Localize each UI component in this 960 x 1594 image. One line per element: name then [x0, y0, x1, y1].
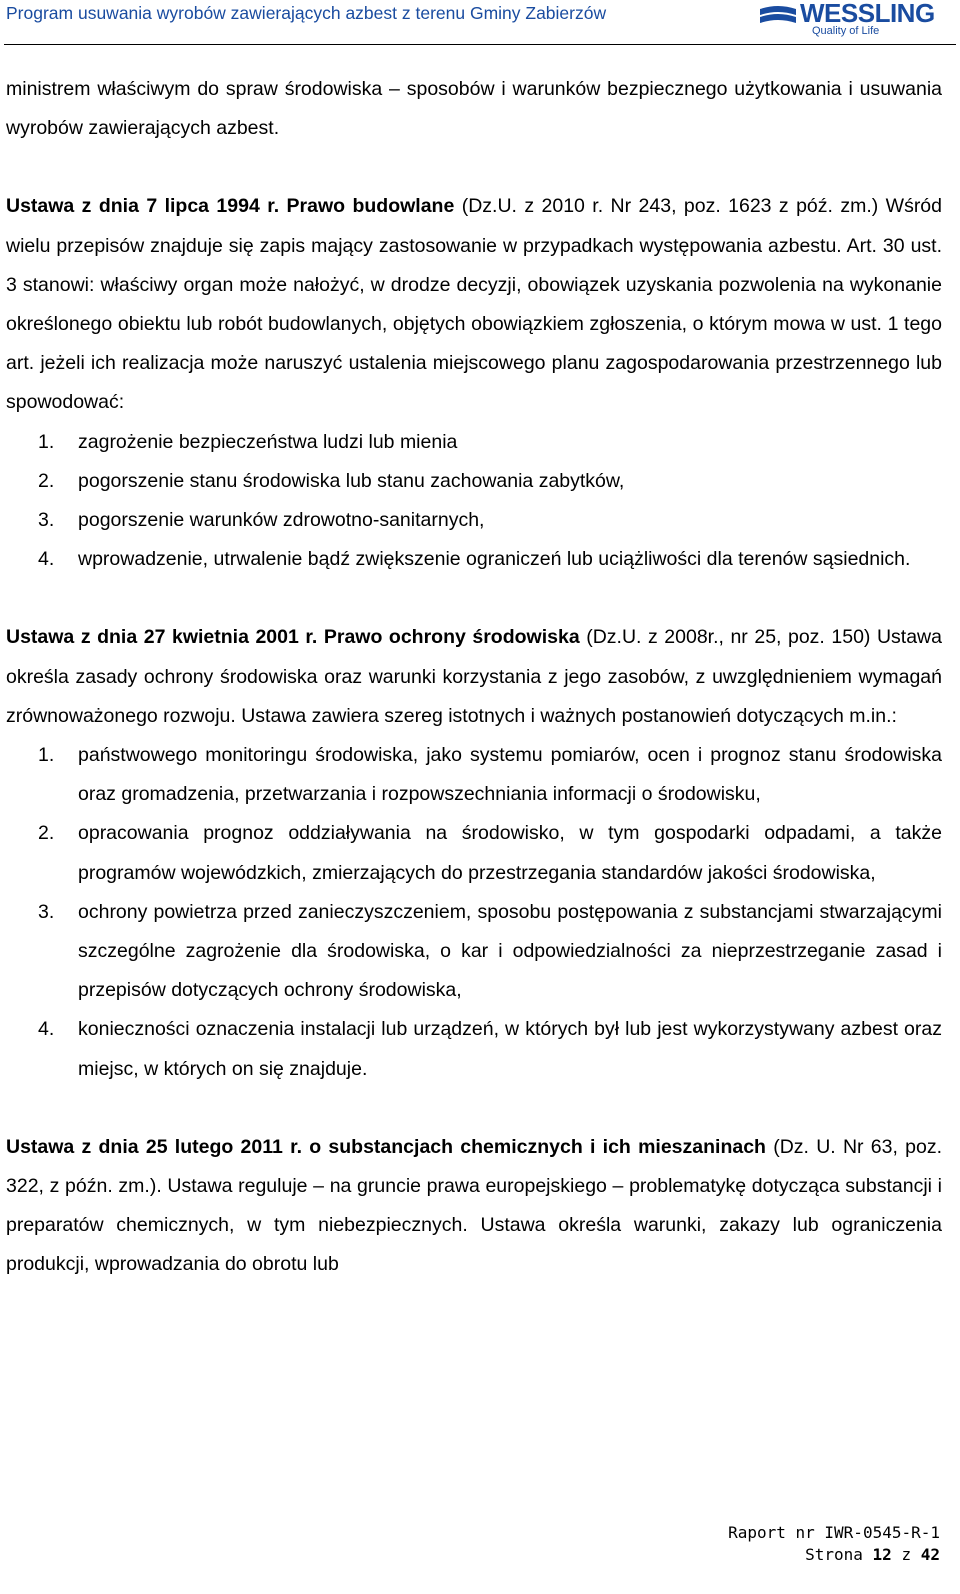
act-title: Ustawa z dnia 27 kwietnia 2001 r. Prawo ochrony środowiska — [6, 626, 580, 649]
header-divider — [4, 44, 956, 45]
section-prawo-ochrony-srodowiska — [6, 618, 942, 736]
list-item: 3. ochrony powietrza przed zanieczyszczeniem, sposobu postępowania z substancjami stwarzającymi szczególne zagrożenie dla środowiska, o kar i odpowiedzialności za nieprzestrzeganie zasad i przepisów dotyczących ochrony środowiska, — [38, 900, 942, 1002]
section-text: (Dz. U. Nr 63, poz. 322, z późn. zm.). Ustawa reguluje – na gruncie prawa europejskiego – problematykę dotycząca substancji i preparatów chemicznych, w tym niebezpiecznych. Ustawa określa warunki, zakazy lub ograniczenia produkcji, wprowadzania do obrotu lub — [6, 1135, 942, 1276]
list-prawo-ochrony-srodowiska — [6, 736, 942, 1089]
logo-tagline: Quality of Life — [812, 25, 880, 37]
act-title: Ustawa z dnia 7 lipca 1994 r. Prawo budowlane — [6, 195, 455, 218]
section-substancje-chemiczne — [6, 1128, 942, 1285]
page-number: Strona 12 z 42 — [805, 1545, 940, 1564]
document-body — [6, 70, 942, 1285]
paragraph-continuation: ministrem właściwym do spraw środowiska – sposobów i warunków bezpiecznego użytkowania i usuwania wyrobów zawierających azbest. — [6, 78, 942, 140]
list-item: 1. państwowego monitoringu środowiska, jako systemu pomiarów, ocen i prognoz stanu środowiska oraz gromadzenia, przetwarzania i rozpowszechniania informacji o środowisku, — [38, 744, 942, 806]
list-item: 4. wprowadzenie, utrwalenie bądź zwiększenie ograniczeń lub uciążliwości dla terenów sąsiednich. — [38, 548, 911, 571]
wessling-logo — [760, 1, 955, 41]
list-prawo-budowlane — [6, 423, 942, 580]
section-prawo-budowlane — [6, 187, 942, 422]
wessling-wave-icon — [760, 5, 796, 25]
list-item: 1. zagrożenie bezpieczeństwa ludzi lub mienia — [38, 430, 458, 453]
list-item: 2. pogorszenie stanu środowiska lub stanu zachowania zabytków, — [38, 469, 625, 492]
page-footer — [728, 1522, 940, 1566]
page-header — [0, 0, 960, 44]
logo-name: WESSLING — [800, 0, 935, 28]
list-item: 3. pogorszenie warunków zdrowotno-sanitarnych, — [38, 509, 485, 532]
section-text: (Dz.U. z 2010 r. Nr 243, poz. 1623 z póź. zm.) Wśród wielu przepisów znajduje się zapis mający zastosowanie w przypadkach występowania azbestu. Art. 30 ust. 3 stanowi: właściwy organ może nałożyć, w drodze decyzji, obowiązek uzyskania pozwolenia na wykonanie określonego obiektu lub robót budowlanych, objętych obowiązkiem zgłoszenia, o którym mowa w ust. 1 tego art. jeżeli ich realizacja może naruszyć ustalenia miejscowego planu zagospodarowania przestrzennego lub spowodować: — [6, 195, 943, 414]
section-text: (Dz.U. z 2008r., nr 25, poz. 150) Ustawa określa zasady ochrony środowiska oraz warunki korzystania z jego zasobów, z uwzględnieniem wymagań zrównoważonego rozwoju. Ustawa zawiera szereg istotnych i ważnych postanowień dotyczących m.in.: — [6, 626, 942, 727]
list-item: 4. konieczności oznaczenia instalacji lub urządzeń, w których był lub jest wykorzystywany azbest oraz miejsc, w których on się znajduje. — [38, 1018, 942, 1080]
list-item: 2. opracowania prognoz oddziaływania na środowisko, w tym gospodarki odpadami, a także programów wojewódzkich, zmierzających do przestrzegania standardów jakości środowiska, — [38, 822, 942, 884]
act-title: Ustawa z dnia 25 lutego 2011 r. o substancjach chemicznych i ich mieszaninach — [6, 1135, 766, 1158]
report-number: Raport nr IWR-0545-R-1 — [728, 1523, 940, 1542]
document-title: Program usuwania wyrobów zawierających azbest z terenu Gminy Zabierzów — [6, 3, 607, 23]
